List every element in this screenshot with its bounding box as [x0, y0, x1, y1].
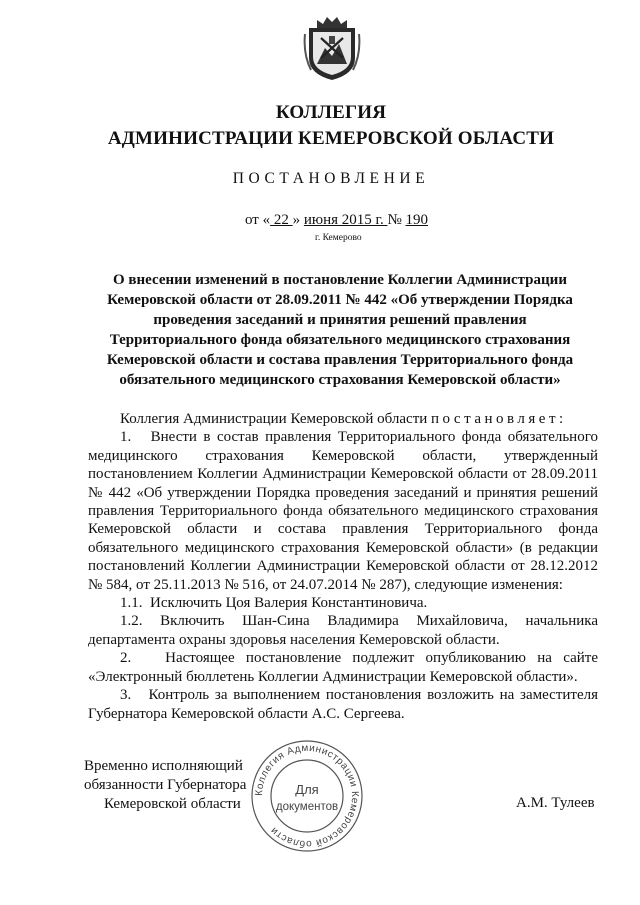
document-dateline [245, 212, 428, 229]
title-line: проведения заседаний и принятия решений правления [153, 312, 527, 328]
title-line: Кемеровской области и состава правления Территориального фонда [106, 352, 574, 368]
document-body [88, 410, 598, 723]
stamp-ring-text: Коллегия Администрации Кемеровской области [253, 742, 361, 850]
header-administration: АДМИНИСТРАЦИИ КЕМЕРОВСКОЙ ОБЛАСТИ [107, 128, 555, 149]
coat-of-arms-emblem [303, 14, 361, 82]
body-paragraph-1: 1. Внести в состав правления Территориального фонда обязательного медицинского страхования Кемеровской области, утвержденный постановлением Коллегии Администрации Кемеровской области от 28.09.2011 № 442 «Об утверждении Порядка проведения заседаний и принятия решений правления Территориального фонда обязательного медицинского страхования Кемеровской области и состава правления Территориального фонда обязательного медицинского страхования Кемеровской области» (в редакции постановлений Коллегии Администрации Кемеровской области от 28.12.2012 № 584, от 25.11.2013 № 516, от 24.07.2014 № 287), следующие изменения: [88, 429, 598, 593]
dateline-number: 190 [405, 212, 429, 228]
intro-prefix: Коллегия Администрации Кемеровской области [120, 411, 432, 427]
official-stamp [249, 738, 365, 854]
header-collegium: КОЛЛЕГИЯ [275, 102, 387, 123]
signature-block [84, 757, 246, 814]
document-city: г. Кемерово [315, 233, 362, 243]
dateline-month-year: июня 2015 г. [303, 212, 388, 228]
dateline-day: 22 [270, 212, 293, 228]
title-line: обязательного медицинского страхования Кемеровской области» [119, 372, 561, 388]
body-paragraph-1-1: 1.1. Исключить Цоя Валерия Константиновича. [120, 595, 428, 612]
title-line: Территориального фонда обязательного медицинского страхования [109, 332, 571, 348]
body-paragraph-2: 2. Настоящее постановление подлежит опубликованию на сайте «Электронный бюллетень Коллегии Администрации Кемеровской области». [88, 650, 598, 685]
signature-position-line-2: обязанности Губернатора [84, 777, 247, 793]
dateline-mid: » [292, 212, 304, 228]
stamp-center-line-2: документов [275, 801, 339, 813]
signature-position-line-1: Временно исполняющий [84, 758, 243, 774]
dateline-prefix: от « [245, 212, 271, 228]
title-line: О внесении изменений в постановление Коллегии Администрации [113, 272, 567, 288]
body-paragraph-1-2: 1.2. Включить Шан-Сина Владимира Михайловича, начальника департамента охраны здоровья населения Кемеровской области. [88, 613, 598, 648]
dateline-number-sign: № [387, 212, 406, 228]
body-paragraph-3: 3. Контроль за выполнением постановления возложить на заместителя Губернатора Кемеровской области А.С. Сергеева. [88, 687, 598, 722]
signature-position-line-3: Кемеровской области [104, 796, 241, 812]
stamp-center-line-1: Для [295, 782, 319, 797]
title-line: Кемеровской области от 28.09.2011 № 442 «Об утверждении Порядка [107, 292, 573, 308]
signer-name: А.М. Тулеев [516, 795, 595, 811]
intro-resolves: постановляет: [431, 411, 567, 427]
document-title [80, 270, 600, 390]
body-intro [88, 410, 598, 428]
document-type: ПОСТАНОВЛЕНИЕ [232, 170, 430, 187]
